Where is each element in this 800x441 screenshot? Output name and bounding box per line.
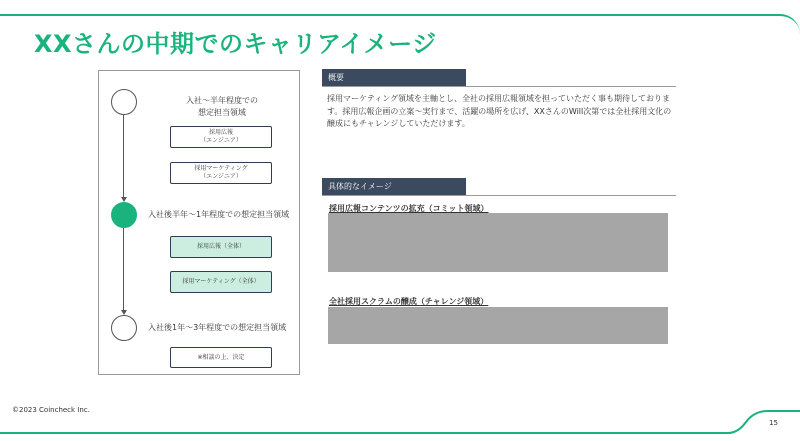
role-label: （エンジニア）	[200, 173, 242, 180]
frame-bottom-curve	[728, 400, 800, 434]
stage-label-line: 入社後1年〜3年程度での想定担当領域	[148, 323, 287, 332]
role-box-recruit-marketing-all	[170, 271, 272, 293]
timeline-connector	[123, 228, 124, 312]
redacted-content-block	[328, 307, 668, 344]
stage-label-2	[148, 209, 298, 221]
role-box-recruit-pr-all	[170, 236, 272, 258]
redacted-content-block	[328, 213, 668, 272]
stage-label-1	[170, 95, 274, 119]
detail-header: 具体的なイメージ	[322, 178, 466, 195]
stage-marker-1	[111, 89, 137, 115]
role-label: （エンジニア）	[200, 137, 242, 144]
detail-item-title: 全社採用スクラムの醸成（チャレンジ領域）	[329, 297, 489, 306]
role-label: 採用マーケティング	[194, 165, 248, 172]
frame-top-line	[0, 14, 770, 16]
stage-marker-3	[111, 315, 137, 341]
role-label: ※相談の上、決定	[197, 353, 245, 361]
frame-bottom-line	[0, 432, 730, 434]
summary-text: 採用マーケティング領域を主軸とし、全社の採用広報領域を担っていただく事も期待しております。採用広報企画の立案〜実行まで、活躍の場所を広げ、XXさんのWill次第では全社採用文化の醸成にもチャレンジしていただけます。	[327, 94, 672, 128]
frame-top-curve	[768, 14, 800, 34]
role-box-recruit-pr-engineer	[170, 126, 272, 148]
detail-item-title: 採用広報コンテンツの拡充（コミット領域）	[329, 204, 489, 213]
stage-label-line: 入社後半年〜1年程度での想定担当領域	[148, 210, 290, 219]
role-box-tbd	[170, 347, 272, 368]
timeline-connector	[123, 113, 124, 198]
detail-divider	[322, 195, 676, 196]
role-label: 採用マーケティング（全体）	[182, 278, 260, 285]
summary-divider	[322, 86, 676, 87]
page-number: 15	[769, 419, 778, 427]
role-label: 採用広報	[208, 129, 233, 136]
stage-marker-2-current	[111, 202, 137, 228]
copyright: ©2023 Coincheck Inc.	[12, 406, 90, 414]
role-box-recruit-marketing-engineer	[170, 162, 272, 184]
stage-label-line: 想定担当領域	[198, 108, 246, 117]
stage-label-line: 入社〜半年程度での	[186, 96, 258, 105]
page-title: XXさんの中期でのキャリアイメージ	[34, 30, 437, 58]
role-label: 採用広報（全体）	[196, 243, 245, 250]
summary-header: 概要	[322, 69, 466, 86]
stage-label-3	[148, 322, 298, 334]
